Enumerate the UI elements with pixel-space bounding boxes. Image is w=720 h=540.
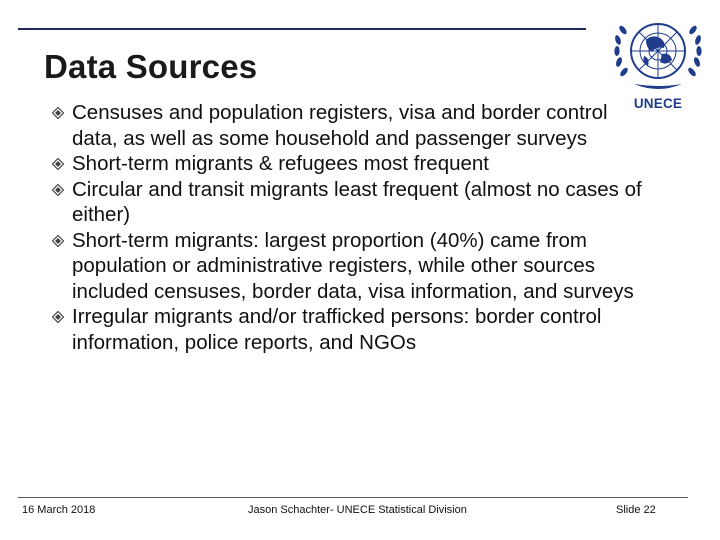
bullet-text: Circular and transit migrants least frequent (almost no cases of either) — [72, 177, 642, 226]
bullet-item — [44, 151, 656, 177]
diamond-bullet-icon — [52, 107, 64, 119]
bullet-item — [44, 228, 656, 305]
diamond-bullet-icon — [52, 184, 64, 196]
diamond-bullet-icon — [52, 235, 64, 247]
diamond-bullet-icon — [52, 311, 64, 323]
footer-rule — [18, 497, 688, 498]
logo-text: UNECE — [633, 96, 683, 111]
bullet-text: Irregular migrants and/or trafficked persons: border control information, police reports, and NGOs — [72, 305, 602, 354]
bullet-text: Censuses and population registers, visa and border control data, as well as some household and passenger surveys — [72, 101, 608, 150]
diamond-bullet-icon — [52, 158, 64, 170]
bullet-list — [44, 100, 656, 355]
bullet-item — [44, 304, 656, 355]
footer-author: Jason Schachter- UNECE Statistical Division — [248, 504, 467, 516]
bullet-text: Short-term migrants & refugees most frequent — [72, 152, 490, 175]
bullet-item — [44, 100, 656, 151]
slide-number: Slide 22 — [616, 504, 656, 516]
un-emblem-icon — [606, 14, 710, 96]
slide-title: Data Sources — [44, 48, 258, 85]
bullet-item — [44, 177, 656, 228]
bullet-text: Short-term migrants: largest proportion (40%) came from population or administrative registers, while other sources included censuses, border data, visa information, and surveys — [72, 228, 634, 303]
title-rule — [18, 28, 586, 30]
footer-date: 16 March 2018 — [22, 504, 96, 516]
